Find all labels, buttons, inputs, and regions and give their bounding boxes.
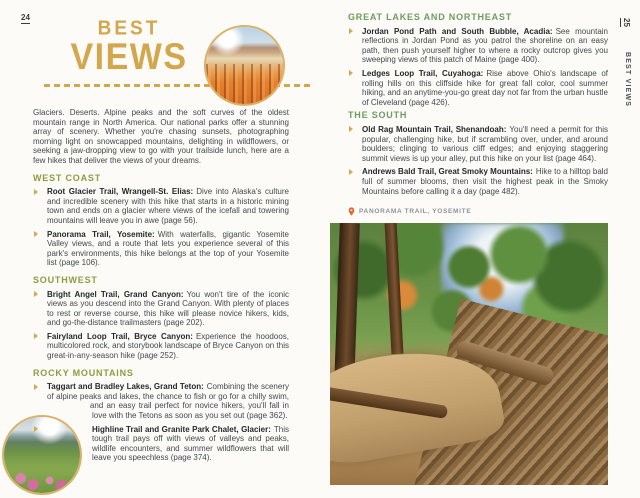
section-the-south <box>348 111 608 196</box>
hike-name: Root Glacier Trail, Wrangell-St. Elias: <box>47 187 194 197</box>
section-southwest <box>33 276 289 361</box>
photo-caption <box>348 207 608 217</box>
hike-name: Old Rag Mountain Trail, Shenandoah: <box>362 124 507 134</box>
section-west-coast <box>33 174 289 268</box>
section-heading: WEST COAST <box>33 172 101 183</box>
hike-description: You won't tire of the iconic views as you descend into the Grand Canyon. With plenty of places to rest or reverse course, this hike will please novice hikers, kids, and go-the-distance trailmasters (page 202). <box>47 289 289 328</box>
bullet-triangle-icon <box>34 291 38 297</box>
hike-item <box>33 332 289 361</box>
hike-item <box>33 382 289 420</box>
hike-description: This tough trail pays off with views of valleys and peaks, wildlife encounters, and summer wildflowers that will leave you speechless (page 374). <box>92 424 289 463</box>
hike-description: Experience the hoodoos, multicolored rock, and storybook landscape of Bryce Canyon on this great-in-any-season hike (page 252). <box>47 331 289 361</box>
page-number-left: 24 <box>21 13 30 22</box>
hike-name: Bright Angel Trail, Grand Canyon: <box>47 289 184 299</box>
intro-paragraph: Glaciers. Deserts. Alpine peaks and the soft curves of the oldest mountain range in North America. Our national parks offer a stunning array of scenery. Whether you're chasing sunsets, photographing morning light on snowcapped mountains, delighting in wildflowers, or seeking a jaw-dropping view to go with your trailside lunch, here are a few hikes that deliver the views of your dreams. <box>33 108 289 165</box>
hike-name: Panorama Trail, Yosemite: <box>47 229 155 239</box>
bullet-triangle-icon <box>34 384 38 390</box>
location-pin-icon <box>348 207 355 216</box>
hike-description: Rise above Ohio's landscape of rolling hills on this cliffside hike for great fall color, cool summer hiking, and an anytime-you-go great day not far from the urban hustle of Cleveland (page 426). <box>362 68 609 107</box>
hike-item <box>348 167 608 196</box>
hike-item <box>348 69 608 107</box>
hike-item <box>33 187 289 225</box>
right-page-text-column <box>320 0 640 498</box>
bullet-triangle-icon <box>34 189 38 195</box>
bullet-triangle-icon <box>34 426 38 432</box>
page-right <box>320 0 640 498</box>
hike-item <box>33 290 289 328</box>
hike-name: Ledges Loop Trail, Cuyahoga: <box>362 68 484 78</box>
section-rocky-mountains <box>33 369 289 463</box>
section-heading: SOUTHWEST <box>33 274 98 285</box>
yosemite-trail-photo <box>330 223 608 485</box>
hike-name: Fairyland Loop Trail, Bryce Canyon: <box>47 331 193 341</box>
hike-name: Jordan Pond Path and South Bubble, Acadia: <box>362 26 553 36</box>
hike-description: You'll need a permit for this popular, challenging hike, but if scrambling over, under, and around boulders; clinging to various cliff edges; and enjoying staggering summit views is up your alley, put this hike on your list (page 464). <box>362 124 609 163</box>
hike-description: With waterfalls, gigantic Yosemite Valley views, and a route that lets you experience several of this park's environments, this hike belongs at the top of your Yosemite list (page 106). <box>47 229 289 268</box>
hike-name: Highline Trail and Granite Park Chalet, Glacier: <box>92 424 271 434</box>
bullet-triangle-icon <box>34 231 38 237</box>
hike-item <box>348 125 608 163</box>
section-heading: GREAT LAKES AND NORTHEAST <box>348 12 512 22</box>
hike-description: See mountain reflections in Jordan Pond as you patrol the shoreline on an easy path, then push yourself higher to where a rocky outcrop gives you sweeping views of this patch of Maine (page 400). <box>362 26 608 65</box>
bullet-triangle-icon <box>349 169 353 175</box>
section-great-lakes-northeast <box>348 13 608 107</box>
chapter-title-line2: VIEWS <box>70 36 188 78</box>
bullet-triangle-icon <box>349 70 353 76</box>
hike-name: Andrews Bald Trail, Great Smoky Mountains: <box>362 167 533 177</box>
hike-description: Hike to a hilltop bald full of summer blooms, then visit the highest peak in the Smoky Mountains before calling it a day (page 482). <box>362 167 608 196</box>
hike-description: Dive into Alaska's culture and incredible scenery with this hike that starts in a historic mining town and ends on a glacier where views of the icefall and towering mountains will leave you in awe (page 56). <box>47 187 289 225</box>
chapter-side-tab: BEST VIEWS <box>624 52 631 108</box>
photo-caption-text: PANORAMA TRAIL, YOSEMITE <box>359 208 472 216</box>
hike-item <box>348 27 608 65</box>
chapter-title-line1: BEST <box>97 17 161 40</box>
section-heading: THE SOUTH <box>348 110 408 121</box>
hike-description: Combining the scenery of alpine peaks and lakes, the chance to fish or go for a chilly swim, and an easy trail perfect for novice hikers, you'll fall in love with the Tetons as soon as you set out (page 362). <box>47 382 289 421</box>
hike-item <box>33 230 289 268</box>
bullet-triangle-icon <box>349 126 353 132</box>
bullet-triangle-icon <box>34 333 38 339</box>
hike-item <box>33 425 289 463</box>
page-number-right: 25 <box>622 18 631 27</box>
bullet-triangle-icon <box>349 28 353 34</box>
hike-name: Taggart and Bradley Lakes, Grand Teton: <box>47 382 204 392</box>
section-heading: ROCKY MOUNTAINS <box>33 367 134 378</box>
